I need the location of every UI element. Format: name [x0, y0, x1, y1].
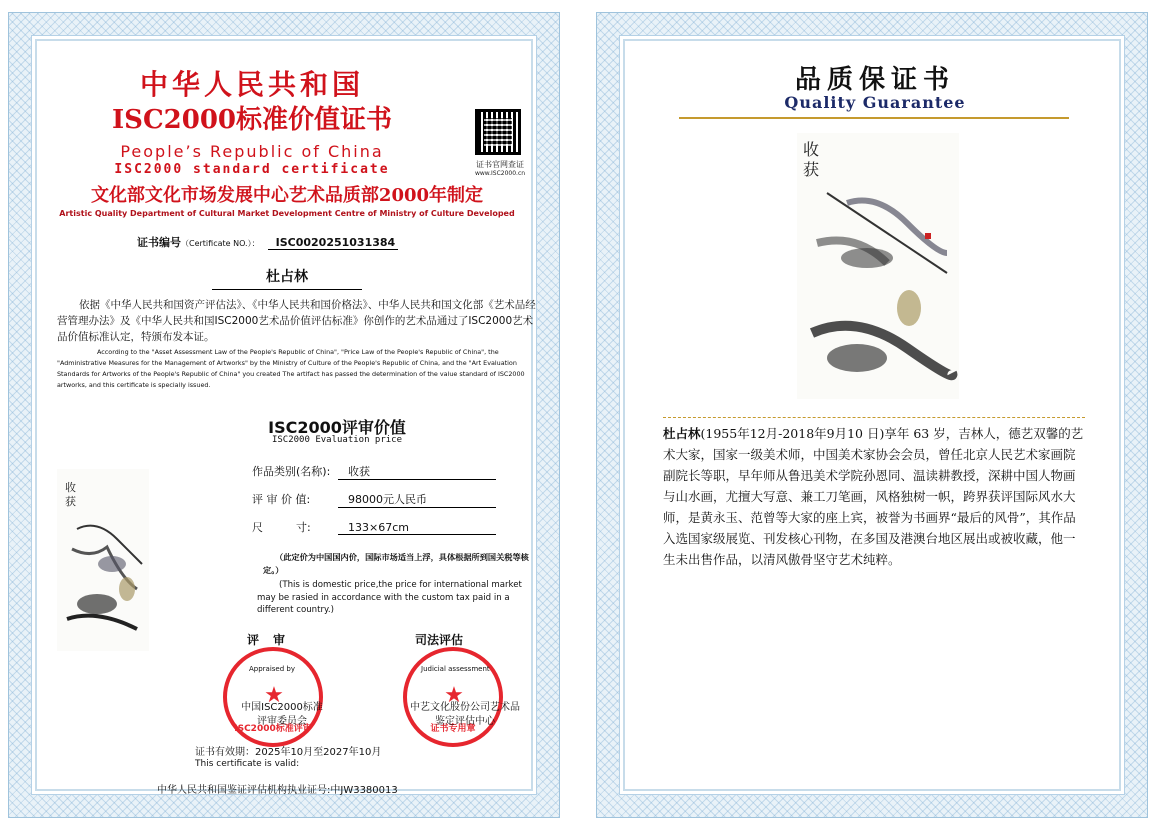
svg-text:获: 获	[803, 160, 820, 179]
department-en: Artistic Quality Department of Cultural Market Development Centre of Ministry of Culture Developed	[59, 209, 515, 218]
field-label: 尺 寸:	[252, 521, 311, 534]
judicial-seal	[403, 647, 503, 747]
artist-biography	[663, 423, 1087, 570]
field-label: 作品类别(名称):	[252, 465, 331, 478]
artwork-image	[797, 133, 959, 399]
svg-text:收: 收	[65, 481, 76, 494]
qr-label: 证书官网查证	[476, 160, 524, 169]
certificate-number-label: 证书编号	[137, 236, 181, 249]
approved-by-cn	[227, 701, 337, 729]
review-seal	[223, 647, 323, 747]
seal-text: ISC2000标准评审	[234, 724, 312, 734]
license-number: 中华人民共和国鉴证评估机构执业证号:中JW3380013	[157, 785, 398, 796]
field-value: 收获	[338, 463, 496, 480]
evaluation-title: ISC2000评审价值	[268, 418, 406, 437]
title-certificate-en: ISC2000 standard certificate	[114, 162, 390, 177]
approved-by-en: Appraised by	[249, 665, 295, 673]
approved-by-line: 评审委员会	[257, 716, 307, 727]
intro-text-en: According to the "Asset Assessment Law of the People's Republic of China", "Price Law of the People's Republic of China", the "Administrative Measures for the Management of Artworks" by the Ministry of Culture of the People's Republic of China, and the "Art Evaluation Standards for Artworks of the People's Republic of China" you created The artifact has passed the determination of the value standard of ISC2000 artworks, and this certificate is specially issued.	[57, 348, 525, 389]
divider	[679, 117, 1069, 119]
star-icon: ★	[444, 683, 464, 708]
department-cn: 文化部文化市场发展中心艺术品质部2000年制定	[90, 185, 484, 206]
divider	[663, 417, 1085, 418]
certificate-right	[596, 12, 1148, 818]
certificate-left	[8, 12, 560, 818]
field-label: 评 审 价 值:	[252, 493, 311, 506]
certificate-number-value: ISC0020251031384	[268, 236, 398, 250]
field-evaluation-value	[252, 491, 496, 508]
field-size	[252, 519, 496, 535]
quality-title: 品质保证书	[794, 65, 955, 95]
certificate-right-body	[623, 39, 1121, 791]
artist-bio-text: (1955年12月-2018年9月10 日)享年 63 岁，吉林人，德艺双馨的艺术大家，国家一级美术师，中国美术家协会会员，曾任北京人民艺术家画院副院长等职，早年师从鲁迅美术学院孙恩同、温读耕教授，深耕中国人物画与山水画，尤擅大写意、兼工刀笔画，风格独树一帜，跨界获评国际风水大师，是黄永玉、范曾等大家的座上宾，被誉为书画界“最后的风骨”，其作品入选国家级展览、刊发核心刊物，在多国及港澳台地区展出或被收藏，他一生未出售作品，以清风傲骨坚守艺术纯粹。	[663, 426, 1084, 567]
evaluation-subtitle: ISC2000 Evaluation price	[271, 435, 403, 445]
validity-en: This certificate is valid:	[195, 759, 300, 769]
intro-text-cn: 依据《中华人民共和国资产评估法》、《中华人民共和国价格法》、中华人民共和国文化部《艺术品经营管理办法》及《中华人民共和国ISC2000艺术品价值评估标准》你创作的艺术品通过了ISC2000艺术品价值标准认定，特颁布发本证。	[57, 299, 536, 343]
judicial-line: 中艺文化股份公司艺术品	[410, 702, 520, 713]
seal-text: 证书专用章	[430, 724, 476, 734]
artist-name: 杜占林	[663, 426, 701, 441]
quality-subtitle: Quality Guarantee	[784, 93, 966, 112]
field-value: 133×67cm	[338, 521, 496, 535]
holder-name: 杜占林	[212, 266, 362, 290]
validity-cn: 证书有效期：2025年10月至2027年10月	[195, 747, 382, 758]
price-note-en: (This is domestic price,the price for international market may be rasied in accordance with the custom tax paid in a different country.)	[257, 580, 522, 615]
svg-text:收: 收	[803, 140, 820, 159]
judicial-assessment-en: Judicial assessment	[421, 665, 490, 673]
judicial-line: 鉴定评估中心	[435, 716, 495, 727]
star-icon: ★	[264, 683, 284, 708]
qr-url: www.ISC2000.cn	[474, 170, 526, 177]
judicial-label: 司法评估	[415, 633, 464, 647]
svg-text:获: 获	[65, 495, 76, 508]
title-country-en: People’s Republic of China	[120, 142, 384, 161]
field-artwork-name	[252, 463, 496, 480]
certificate-number-label-en: （Certificate NO.）：	[181, 239, 260, 248]
field-value: 98000元人民币	[338, 491, 496, 508]
price-note-cn: （此定价为中国国内价，国际市场适当上浮，具体根据所到国关税等核定。）	[263, 552, 529, 575]
title-country: 中华人民共和国	[139, 68, 364, 101]
qr-code-icon[interactable]	[475, 109, 521, 155]
reviewer-label: 评审	[247, 633, 300, 647]
approved-by-line: 中国ISC2000标准	[241, 702, 323, 713]
artwork-thumbnail	[57, 469, 149, 651]
certificate-number-row	[137, 234, 398, 250]
title-certificate: ISC2000标准价值证书	[112, 105, 392, 135]
judicial-assessment-cn	[395, 701, 535, 729]
certificate-left-body	[35, 39, 536, 796]
